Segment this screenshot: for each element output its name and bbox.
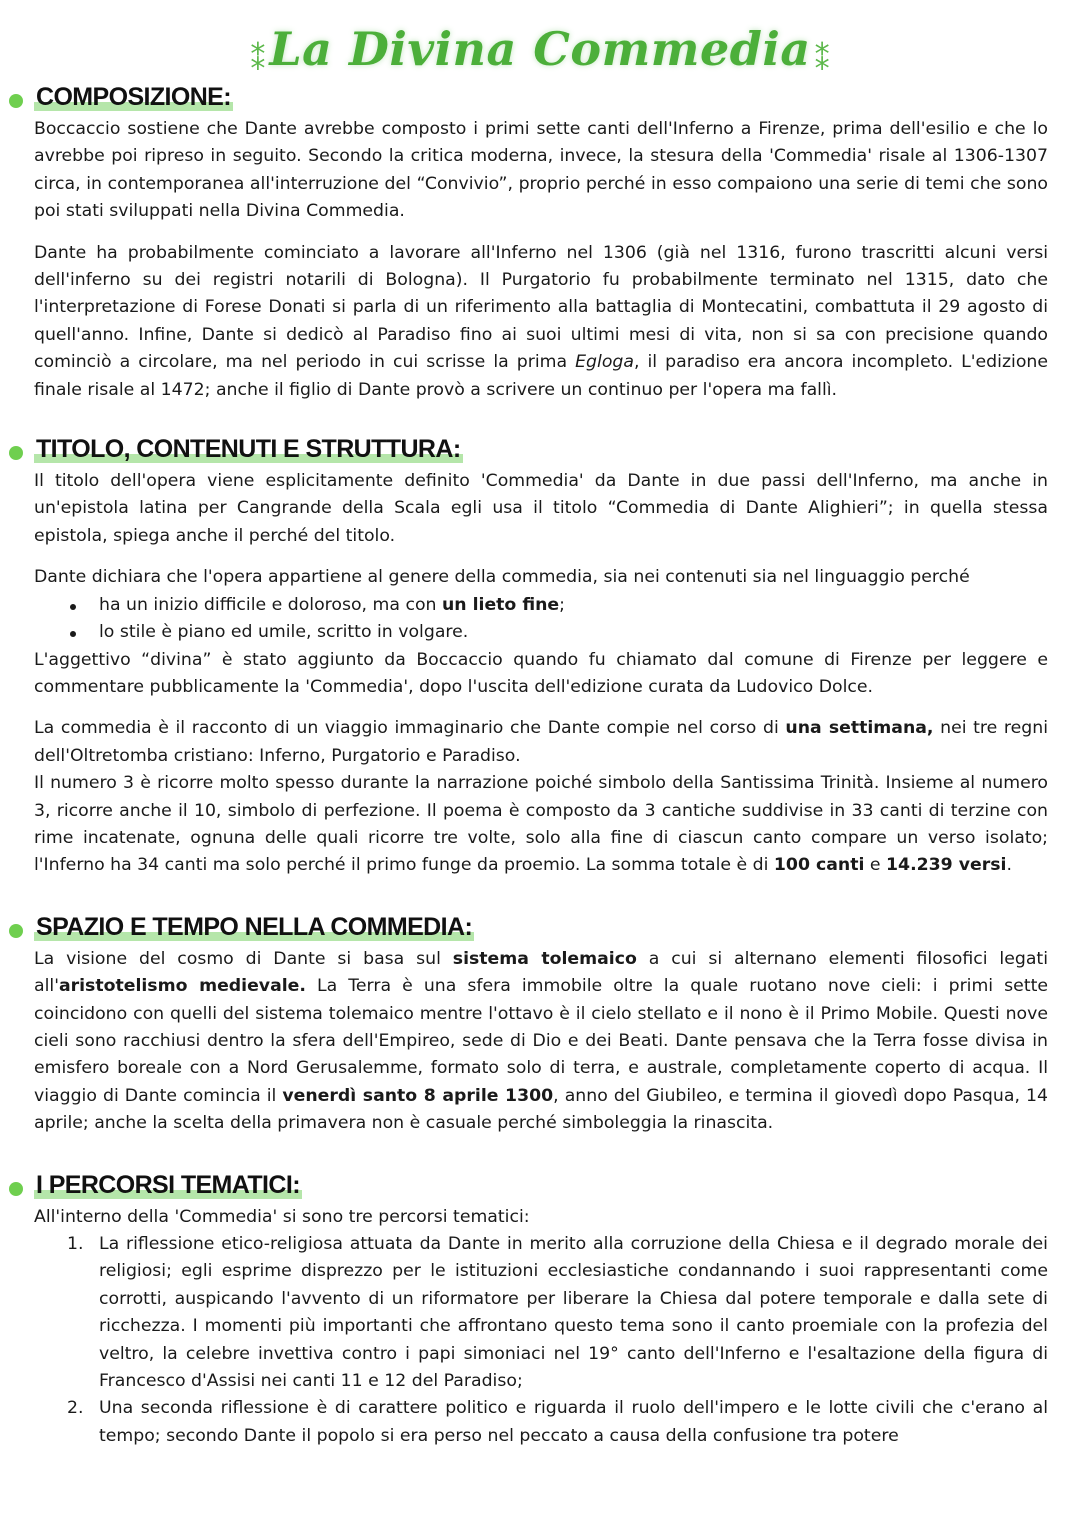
section-titolo bbox=[34, 436, 1048, 880]
bold-text: una settimana, bbox=[785, 718, 934, 739]
section-heading bbox=[34, 436, 1048, 468]
heading-text: SPAZIO E TEMPO NELLA COMMEDIA: bbox=[36, 912, 473, 941]
bold-text: 100 canti bbox=[773, 855, 865, 876]
text-span: La Terra è una sfera immobile oltre la quale ruotano nove cieli: i primi sette coincidono con quelli del sistema tolemaico mentre l'ottavo è il cielo stellato e il nono è il Primo Mobile. Questi nove cieli sono racchiusi dentro la sfera dell'Empireo, sede di Dio e dei Beati. Dante pensava che la Terra fosse divisa in emisfero boreale con a Nord Gerusalemme, formato solo di terra, e australe, completamente coperto di acqua. Il viaggio di Dante comincia il bbox=[34, 976, 1049, 1106]
bold-text: sistema tolemaico bbox=[452, 948, 637, 969]
paragraph: Dante dichiara che l'opera appartiene al genere della commedia, sia nei contenuti sia nel linguaggio perché bbox=[34, 567, 970, 588]
green-bullet-icon bbox=[9, 446, 23, 460]
list-item-text: La riflessione etico-religiosa attuata da Dante in merito alla corruzione della Chiesa e il degrado morale dei religiosi; egli esprime disprezzo per le istituzioni ecclesiastiche condannando i suoi rappresentanti come corrotti, auspicando l'avvento di un riformatore per liberare la Chiesa dal potere temporale e dalla sete di ricchezza. I momenti più importanti che affrontano questo tema sono il canto proemiale con la profezia del veltro, la celebre invettiva contro i papi simoniaci nel 19° canto dell'Inferno e l'esaltazione della figura di Francesco d'Assisi nei canti 11 e 12 del Paradiso; bbox=[99, 1234, 1048, 1392]
bold-text: 14.239 versi bbox=[886, 855, 1007, 876]
text-span: e bbox=[864, 855, 887, 876]
italic-text: Egloga bbox=[575, 352, 634, 373]
text-span: nei tre regni dell'Oltretomba cristiano: Inferno, Purgatorio e Paradiso. bbox=[34, 718, 1049, 766]
bold-text: aristotelismo medievale. bbox=[58, 976, 306, 997]
title-block bbox=[0, 22, 1080, 78]
text-span: a cui si alternano elementi filosofici legati all' bbox=[34, 948, 1048, 997]
list-number: 2. bbox=[67, 1398, 84, 1419]
green-bullet-icon bbox=[9, 94, 23, 108]
text-span: Il numero 3 è ricorre molto spesso durante la narrazione poiché simbolo della Santissima Trinità. Insieme al numero 3, ricorre anche il 10, simbolo di perfezione. Il poema è composto da 3 cantiche suddivise in 33 canti di terzine con rime incatenate, ognuna delle quali ricorre tre volte, solo alla fine di ciascun canto compare un verso isolato; l'Inferno ha 34 canti ma solo perché il primo funge da proemio. La somma totale è di bbox=[34, 773, 1048, 876]
paragraph bbox=[34, 240, 1048, 404]
list-item bbox=[67, 1395, 1048, 1450]
paragraph bbox=[34, 715, 1048, 770]
section-composizione bbox=[34, 84, 1048, 404]
list-item bbox=[99, 592, 1048, 619]
bold-text: venerdì santo 8 aprile 1300 bbox=[282, 1085, 554, 1106]
heading-text: COMPOSIZIONE: bbox=[36, 83, 231, 111]
text-span: Dante ha probabilmente cominciato a lavorare all'Inferno nel 1306 (già nel 1316, furono trascritti alcuni versi dell'inferno su dei registri notarili di Bologna). Il Purgatorio fu probabilmente terminato nel 1315, dato che l'interpretazione di Forese Donati si parla di un riferimento alla battaglia di Montecatini, combattuta il 29 agosto di quell'anno. Infine, Dante si dedicò al Paradiso fino ai suoi ultimi mesi di vita, non si sa con precisione quando cominciò a circolare, ma nel periodo in cui scrisse la prima bbox=[34, 242, 1048, 373]
list-number: 1. bbox=[67, 1234, 84, 1254]
page-title: La Divina Commedia bbox=[269, 22, 811, 76]
section-percorsi bbox=[34, 1172, 1048, 1451]
paragraph: All'interno della 'Commedia' si sono tre percorsi tematici: bbox=[34, 1206, 530, 1227]
section-heading bbox=[34, 914, 1048, 946]
section-heading bbox=[34, 1172, 1048, 1204]
paragraph: L'aggettivo “divina” è stato aggiunto da Boccaccio quando fu chiamato dal comune di Firenze per leggere e commentare pubblicamente la 'Commedia', dopo l'uscita dell'edizione curata da Ludovico Dolce. bbox=[34, 649, 1048, 697]
leaf-sprig-left-icon: ⁑ bbox=[250, 43, 266, 78]
text-span: ha un inizio difficile e doloroso, ma con bbox=[99, 594, 442, 615]
paragraph bbox=[34, 946, 1048, 1138]
list-item: lo stile è piano ed umile, scritto in volgare. bbox=[99, 619, 1048, 646]
text-span: . bbox=[1006, 855, 1012, 876]
numbered-list bbox=[34, 1231, 1048, 1450]
heading-text: TITOLO, CONTENUTI E STRUTTURA: bbox=[36, 435, 461, 464]
text-span: , il paradiso era ancora incompleto. L'edizione finale risale al 1472; anche il figlio di Dante provò a scrivere un continuo per l'opera ma fallì. bbox=[34, 352, 1048, 400]
paragraph bbox=[34, 770, 1048, 880]
text-span: , anno del Giubileo, e termina il giovedì dopo Pasqua, 14 aprile; anche la scelta della primavera non è casuale perché simboleggia la rinascita. bbox=[34, 1085, 1048, 1134]
bold-text: un lieto fine bbox=[441, 594, 560, 615]
bullet-list bbox=[34, 592, 1048, 647]
document-body bbox=[34, 84, 1048, 1484]
section-spazio-tempo bbox=[34, 914, 1048, 1138]
green-bullet-icon bbox=[9, 924, 23, 938]
section-heading bbox=[34, 84, 1048, 116]
leaf-sprig-right-icon: ⁑ bbox=[814, 43, 830, 78]
green-bullet-icon bbox=[9, 1182, 23, 1196]
list-item bbox=[67, 1231, 1048, 1395]
paragraph: Il titolo dell'opera viene esplicitamente definito 'Commedia' da Dante in due passi dell'Inferno, ma anche in un'epistola latina per Cangrande della Scala egli usa il titolo “Commedia di Dante Alighieri”; in quella stessa epistola, spiega anche il perché del titolo. bbox=[34, 471, 1048, 546]
text-span: La commedia è il racconto di un viaggio immaginario che Dante compie nel corso di bbox=[34, 718, 786, 739]
list-item-text: Una seconda riflessione è di carattere politico e riguarda il ruolo dell'impero e le lotte civili che c'erano al tempo; secondo Dante il popolo si era perso nel peccato a causa della confusione tra potere bbox=[99, 1398, 1048, 1446]
text-span: La visione del cosmo di Dante si basa sul bbox=[34, 948, 453, 969]
text-span: ; bbox=[559, 594, 565, 615]
paragraph: Boccaccio sostiene che Dante avrebbe composto i primi sette canti dell'Inferno a Firenze, prima dell'esilio e che lo avrebbe poi ripreso in seguito. Secondo la critica moderna, invece, la stesura della 'Commedia' risale al 1306-1307 circa, in contemporanea all'interruzione del “Convivio”, proprio perché in esso compaiono una serie di temi che sono poi stati sviluppati nella Divina Commedia. bbox=[34, 119, 1048, 222]
heading-text: I PERCORSI TEMATICI: bbox=[36, 1170, 300, 1199]
